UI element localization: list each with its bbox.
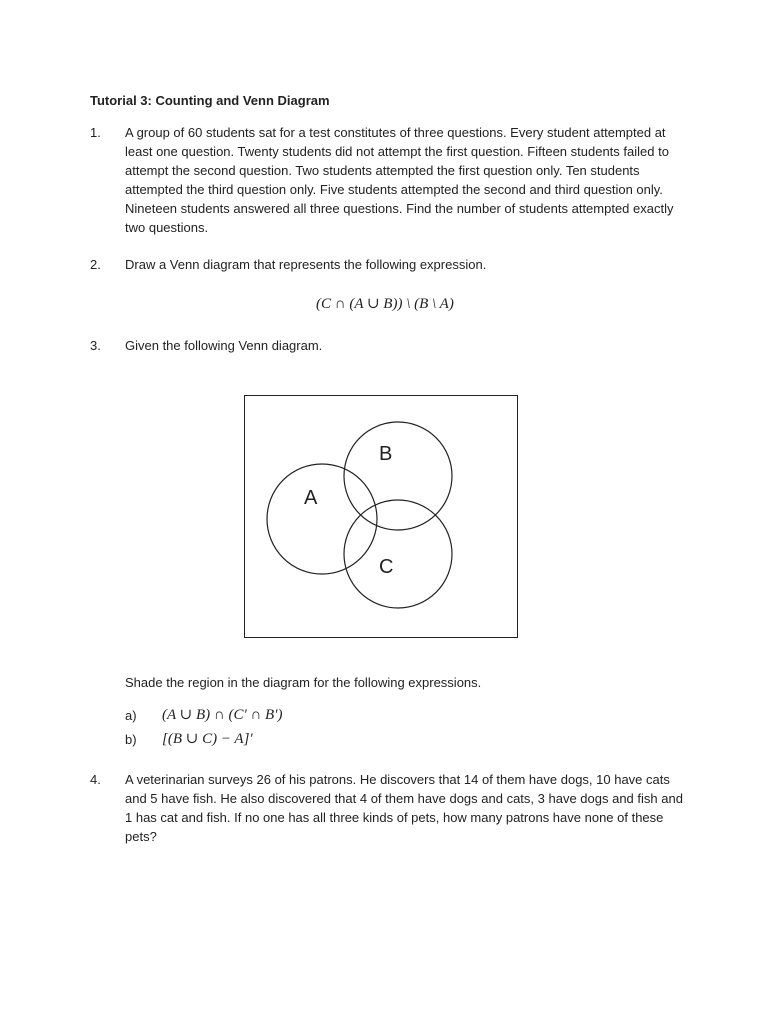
set-a-circle — [267, 464, 377, 574]
document-title: Tutorial 3: Counting and Venn Diagram — [90, 93, 330, 108]
question-1-number: 1. — [90, 125, 101, 140]
venn-diagram-svg — [245, 396, 517, 637]
question-3b-expression: [(B ∪ C) − A]′ — [162, 731, 253, 747]
question-3b-label: b) — [125, 732, 137, 747]
question-4-text: A veterinarian surveys 26 of his patrons. He discovers that 14 of them have dogs, 10 have cats and 5 have fish. He also discovered that 4 of them have dogs and cats, 3 have dogs and fish and 1 has cat and fish. If no one has all three kinds of pets, how many patrons have none of these pets? — [125, 772, 683, 844]
question-2-number: 2. — [90, 257, 101, 272]
set-c-label: C — [379, 556, 394, 578]
question-2-expression: (C ∩ (A ∪ B)) \ (B \ A) — [316, 296, 454, 312]
question-3-number: 3. — [90, 338, 101, 353]
set-a-label: A — [304, 487, 318, 509]
set-c-circle — [344, 500, 452, 608]
venn-diagram — [244, 395, 518, 638]
question-3a-expression: (A ∪ B) ∩ (C′ ∩ B′) — [162, 707, 283, 723]
set-b-circle — [344, 422, 452, 530]
question-4-number: 4. — [90, 772, 101, 787]
question-3-instruction: Shade the region in the diagram for the following expressions. — [125, 675, 482, 690]
question-3-text: Given the following Venn diagram. — [125, 338, 323, 353]
question-3a-label: a) — [125, 708, 137, 723]
question-2-text: Draw a Venn diagram that represents the following expression. — [125, 257, 487, 272]
question-1-text: A group of 60 students sat for a test constitutes of three questions. Every student attempted at least one question. Twenty students did not attempt the first question. Fifteen students failed to attempt the second question. Two students attempted the first question only. Ten students attempted the third question only. Five students attempted the second and third question only. Nineteen students answered all three questions. Find the number of students attempted exactly two questions. — [125, 125, 674, 235]
set-b-label: B — [379, 443, 393, 465]
